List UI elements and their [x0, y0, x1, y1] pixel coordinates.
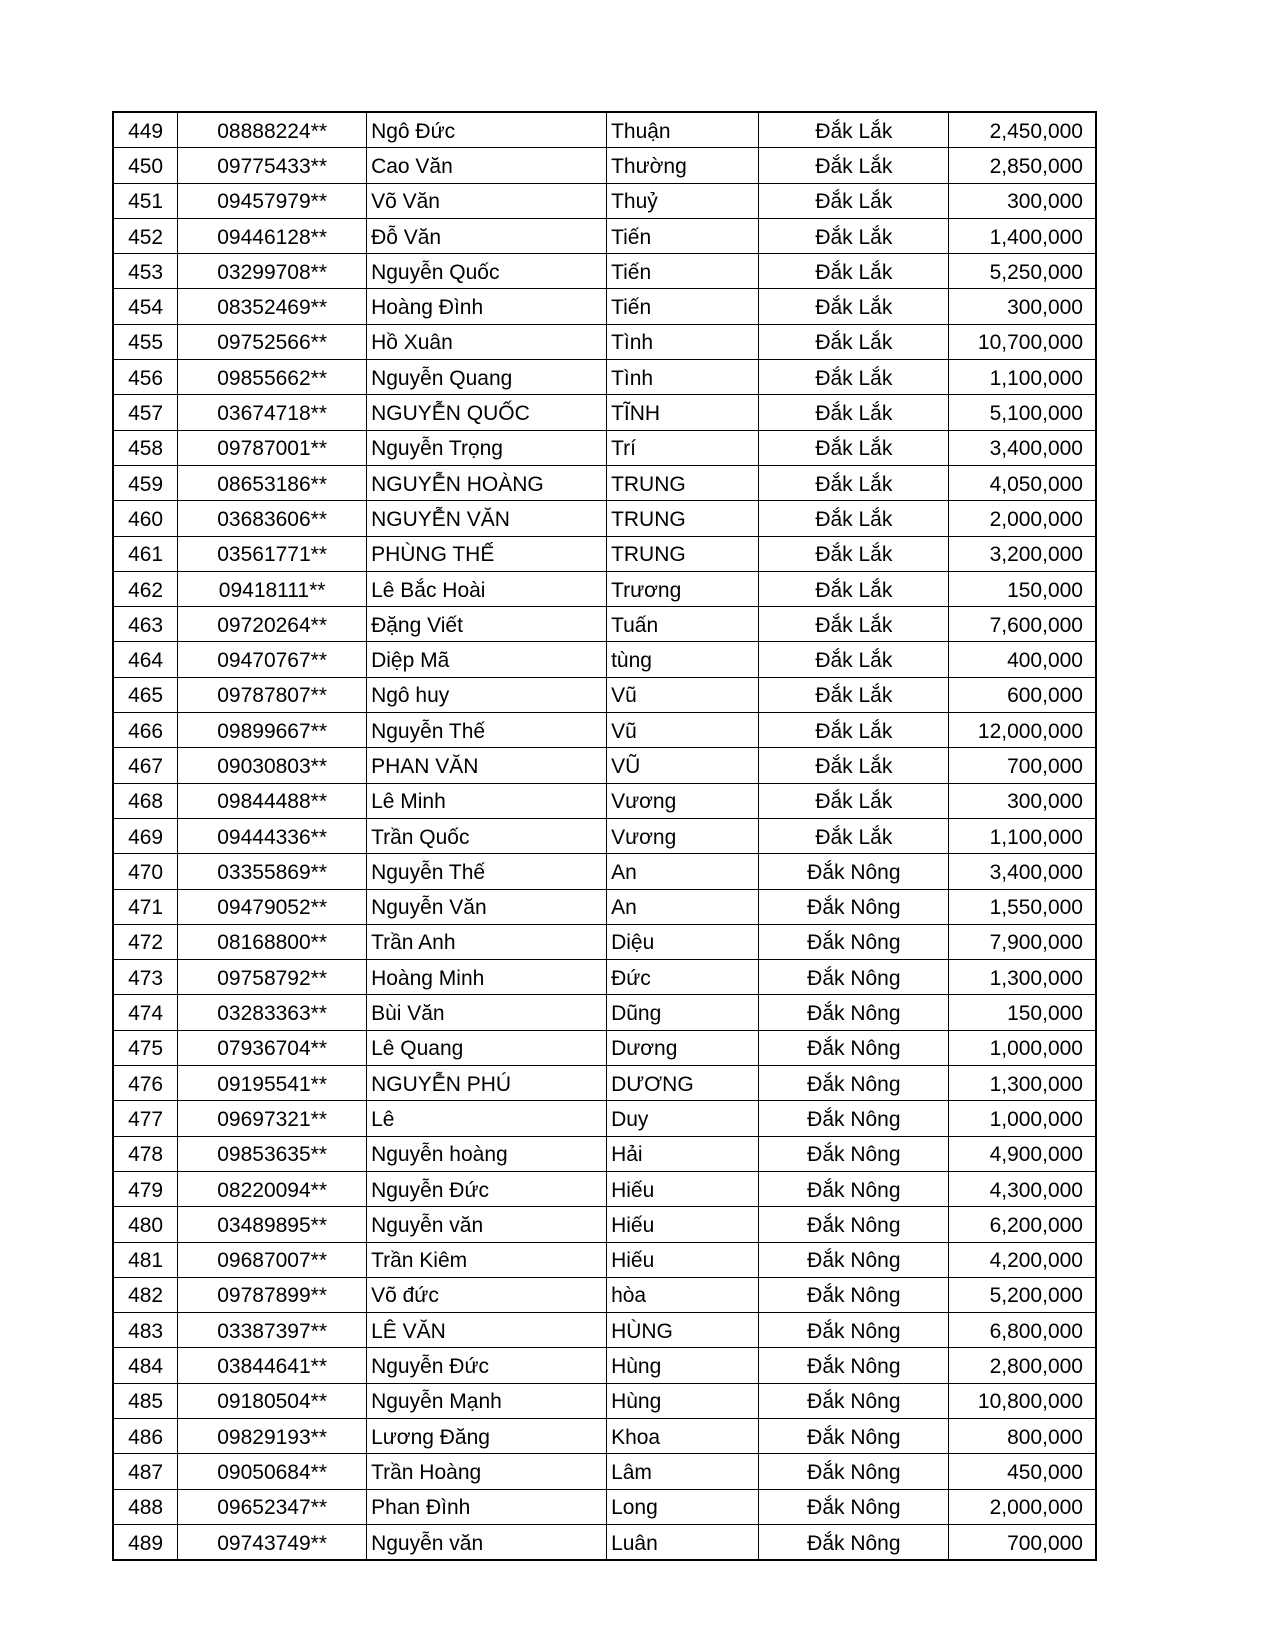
- last-name-cell: An: [607, 889, 759, 924]
- phone-cell: 03489895**: [178, 1207, 367, 1242]
- phone-cell: 03299708**: [178, 254, 367, 289]
- last-name-cell: DƯƠNG: [607, 1066, 759, 1101]
- table-row: [113, 1030, 1096, 1065]
- province-cell: Đắk Nông: [759, 1030, 949, 1065]
- province-cell: Đắk Nông: [759, 995, 949, 1030]
- phone-cell: 03844641**: [178, 1348, 367, 1383]
- phone-cell: 09697321**: [178, 1101, 367, 1136]
- table-row: [113, 218, 1096, 253]
- row-number-cell: 454: [113, 289, 178, 324]
- row-number-cell: 451: [113, 183, 178, 218]
- row-number-cell: 485: [113, 1383, 178, 1418]
- amount-cell: 6,800,000: [949, 1313, 1096, 1348]
- table-row: [113, 183, 1096, 218]
- province-cell: Đắk Nông: [759, 854, 949, 889]
- province-cell: Đắk Nông: [759, 1207, 949, 1242]
- amount-cell: 450,000: [949, 1454, 1096, 1489]
- row-number-cell: 464: [113, 642, 178, 677]
- amount-cell: 1,300,000: [949, 1066, 1096, 1101]
- amount-cell: 12,000,000: [949, 713, 1096, 748]
- first-name-cell: Trần Hoàng: [367, 1454, 607, 1489]
- province-cell: Đắk Nông: [759, 1383, 949, 1418]
- amount-cell: 1,100,000: [949, 360, 1096, 395]
- table-row: [113, 254, 1096, 289]
- row-number-cell: 455: [113, 324, 178, 359]
- phone-cell: 09457979**: [178, 183, 367, 218]
- row-number-cell: 450: [113, 148, 178, 183]
- province-cell: Đắk Lắk: [759, 501, 949, 536]
- amount-cell: 3,200,000: [949, 536, 1096, 571]
- first-name-cell: Nguyễn Đức: [367, 1171, 607, 1206]
- table-row: [113, 1066, 1096, 1101]
- first-name-cell: NGUYỄN PHÚ: [367, 1066, 607, 1101]
- table-body: [113, 112, 1096, 1560]
- table-row: [113, 1101, 1096, 1136]
- row-number-cell: 469: [113, 818, 178, 853]
- last-name-cell: An: [607, 854, 759, 889]
- amount-cell: 300,000: [949, 289, 1096, 324]
- province-cell: Đắk Lắk: [759, 289, 949, 324]
- first-name-cell: Hoàng Đình: [367, 289, 607, 324]
- last-name-cell: tùng: [607, 642, 759, 677]
- table-row: [113, 1242, 1096, 1277]
- row-number-cell: 460: [113, 501, 178, 536]
- first-name-cell: Ngô huy: [367, 677, 607, 712]
- table-row: [113, 1383, 1096, 1418]
- phone-cell: 09758792**: [178, 960, 367, 995]
- table-row: [113, 995, 1096, 1030]
- phone-cell: 09787807**: [178, 677, 367, 712]
- row-number-cell: 473: [113, 960, 178, 995]
- province-cell: Đắk Nông: [759, 1101, 949, 1136]
- table-row: [113, 501, 1096, 536]
- phone-cell: 09752566**: [178, 324, 367, 359]
- province-cell: Đắk Lắk: [759, 465, 949, 500]
- row-number-cell: 453: [113, 254, 178, 289]
- first-name-cell: PHÙNG THẾ: [367, 536, 607, 571]
- last-name-cell: Tình: [607, 324, 759, 359]
- first-name-cell: Lê Minh: [367, 783, 607, 818]
- province-cell: Đắk Lắk: [759, 183, 949, 218]
- table-row: [113, 713, 1096, 748]
- phone-cell: 07936704**: [178, 1030, 367, 1065]
- province-cell: Đắk Nông: [759, 1524, 949, 1560]
- amount-cell: 600,000: [949, 677, 1096, 712]
- row-number-cell: 459: [113, 465, 178, 500]
- first-name-cell: Ngô Đức: [367, 112, 607, 148]
- table-row: [113, 112, 1096, 148]
- last-name-cell: Tuấn: [607, 607, 759, 642]
- first-name-cell: Đỗ Văn: [367, 218, 607, 253]
- amount-cell: 300,000: [949, 183, 1096, 218]
- table-row: [113, 430, 1096, 465]
- table-row: [113, 536, 1096, 571]
- first-name-cell: Nguyễn hoàng: [367, 1136, 607, 1171]
- last-name-cell: Thuận: [607, 112, 759, 148]
- first-name-cell: Nguyễn Quang: [367, 360, 607, 395]
- row-number-cell: 456: [113, 360, 178, 395]
- first-name-cell: Nguyễn Quốc: [367, 254, 607, 289]
- province-cell: Đắk Lắk: [759, 112, 949, 148]
- phone-cell: 08352469**: [178, 289, 367, 324]
- amount-cell: 1,000,000: [949, 1030, 1096, 1065]
- amount-cell: 1,000,000: [949, 1101, 1096, 1136]
- province-cell: Đắk Lắk: [759, 324, 949, 359]
- table-row: [113, 395, 1096, 430]
- row-number-cell: 489: [113, 1524, 178, 1560]
- last-name-cell: Long: [607, 1489, 759, 1524]
- phone-cell: 09479052**: [178, 889, 367, 924]
- amount-cell: 7,900,000: [949, 924, 1096, 959]
- amount-cell: 1,300,000: [949, 960, 1096, 995]
- table-row: [113, 1524, 1096, 1560]
- amount-cell: 700,000: [949, 1524, 1096, 1560]
- row-number-cell: 478: [113, 1136, 178, 1171]
- last-name-cell: Hùng: [607, 1383, 759, 1418]
- table-row: [113, 889, 1096, 924]
- phone-cell: 09899667**: [178, 713, 367, 748]
- last-name-cell: Dương: [607, 1030, 759, 1065]
- first-name-cell: Nguyễn Trọng: [367, 430, 607, 465]
- phone-cell: 09470767**: [178, 642, 367, 677]
- phone-cell: 08653186**: [178, 465, 367, 500]
- province-cell: Đắk Lắk: [759, 571, 949, 606]
- phone-cell: 09050684**: [178, 1454, 367, 1489]
- last-name-cell: Đức: [607, 960, 759, 995]
- row-number-cell: 481: [113, 1242, 178, 1277]
- phone-cell: 09743749**: [178, 1524, 367, 1560]
- table-row: [113, 571, 1096, 606]
- last-name-cell: Hiếu: [607, 1171, 759, 1206]
- table-row: [113, 1418, 1096, 1453]
- province-cell: Đắk Lắk: [759, 713, 949, 748]
- first-name-cell: PHAN VĂN: [367, 748, 607, 783]
- row-number-cell: 466: [113, 713, 178, 748]
- phone-cell: 09855662**: [178, 360, 367, 395]
- amount-cell: 2,000,000: [949, 1489, 1096, 1524]
- table-row: [113, 465, 1096, 500]
- first-name-cell: Lê: [367, 1101, 607, 1136]
- province-cell: Đắk Nông: [759, 1348, 949, 1383]
- province-cell: Đắk Lắk: [759, 148, 949, 183]
- phone-cell: 09787001**: [178, 430, 367, 465]
- last-name-cell: Hiếu: [607, 1207, 759, 1242]
- table-row: [113, 642, 1096, 677]
- table-row: [113, 960, 1096, 995]
- table-row: [113, 1207, 1096, 1242]
- table-row: [113, 818, 1096, 853]
- province-cell: Đắk Nông: [759, 1171, 949, 1206]
- amount-cell: 3,400,000: [949, 430, 1096, 465]
- table-row: [113, 1454, 1096, 1489]
- row-number-cell: 449: [113, 112, 178, 148]
- province-cell: Đắk Nông: [759, 1418, 949, 1453]
- first-name-cell: Lương Đăng: [367, 1418, 607, 1453]
- last-name-cell: HÙNG: [607, 1313, 759, 1348]
- province-cell: Đắk Nông: [759, 1489, 949, 1524]
- amount-cell: 4,300,000: [949, 1171, 1096, 1206]
- province-cell: Đắk Nông: [759, 889, 949, 924]
- row-number-cell: 461: [113, 536, 178, 571]
- province-cell: Đắk Lắk: [759, 748, 949, 783]
- phone-cell: 08220094**: [178, 1171, 367, 1206]
- first-name-cell: Trần Kiêm: [367, 1242, 607, 1277]
- amount-cell: 2,850,000: [949, 148, 1096, 183]
- first-name-cell: NGUYỄN HOÀNG: [367, 465, 607, 500]
- first-name-cell: Cao Văn: [367, 148, 607, 183]
- amount-cell: 4,050,000: [949, 465, 1096, 500]
- table-row: [113, 677, 1096, 712]
- province-cell: Đắk Lắk: [759, 430, 949, 465]
- phone-cell: 09787899**: [178, 1277, 367, 1312]
- last-name-cell: Hải: [607, 1136, 759, 1171]
- row-number-cell: 480: [113, 1207, 178, 1242]
- first-name-cell: Phan Đình: [367, 1489, 607, 1524]
- first-name-cell: Nguyễn văn: [367, 1524, 607, 1560]
- amount-cell: 2,450,000: [949, 112, 1096, 148]
- table-row: [113, 1489, 1096, 1524]
- row-number-cell: 475: [113, 1030, 178, 1065]
- phone-cell: 03561771**: [178, 536, 367, 571]
- table-row: [113, 360, 1096, 395]
- last-name-cell: hòa: [607, 1277, 759, 1312]
- amount-cell: 2,000,000: [949, 501, 1096, 536]
- table-row: [113, 607, 1096, 642]
- province-cell: Đắk Nông: [759, 1277, 949, 1312]
- amount-cell: 5,200,000: [949, 1277, 1096, 1312]
- amount-cell: 7,600,000: [949, 607, 1096, 642]
- last-name-cell: TRUNG: [607, 536, 759, 571]
- first-name-cell: Nguyễn Thế: [367, 713, 607, 748]
- row-number-cell: 484: [113, 1348, 178, 1383]
- amount-cell: 5,100,000: [949, 395, 1096, 430]
- first-name-cell: Nguyễn Đức: [367, 1348, 607, 1383]
- province-cell: Đắk Nông: [759, 924, 949, 959]
- phone-cell: 09687007**: [178, 1242, 367, 1277]
- last-name-cell: Hiếu: [607, 1242, 759, 1277]
- last-name-cell: VŨ: [607, 748, 759, 783]
- row-number-cell: 472: [113, 924, 178, 959]
- phone-cell: 03355869**: [178, 854, 367, 889]
- amount-cell: 400,000: [949, 642, 1096, 677]
- row-number-cell: 477: [113, 1101, 178, 1136]
- phone-cell: 03283363**: [178, 995, 367, 1030]
- first-name-cell: Nguyễn Thế: [367, 854, 607, 889]
- last-name-cell: TRUNG: [607, 465, 759, 500]
- row-number-cell: 462: [113, 571, 178, 606]
- amount-cell: 300,000: [949, 783, 1096, 818]
- province-cell: Đắk Nông: [759, 1313, 949, 1348]
- first-name-cell: Nguyễn Mạnh: [367, 1383, 607, 1418]
- province-cell: Đắk Lắk: [759, 254, 949, 289]
- first-name-cell: Võ đức: [367, 1277, 607, 1312]
- amount-cell: 5,250,000: [949, 254, 1096, 289]
- phone-cell: 09853635**: [178, 1136, 367, 1171]
- first-name-cell: Nguyễn văn: [367, 1207, 607, 1242]
- amount-cell: 4,900,000: [949, 1136, 1096, 1171]
- table-row: [113, 324, 1096, 359]
- phone-cell: 03674718**: [178, 395, 367, 430]
- table-row: [113, 854, 1096, 889]
- last-name-cell: Vương: [607, 783, 759, 818]
- table-row: [113, 1136, 1096, 1171]
- phone-cell: 09180504**: [178, 1383, 367, 1418]
- row-number-cell: 479: [113, 1171, 178, 1206]
- phone-cell: 09418111**: [178, 571, 367, 606]
- first-name-cell: Nguyễn Văn: [367, 889, 607, 924]
- table-row: [113, 748, 1096, 783]
- phone-cell: 09446128**: [178, 218, 367, 253]
- last-name-cell: Vương: [607, 818, 759, 853]
- first-name-cell: Trần Quốc: [367, 818, 607, 853]
- first-name-cell: Hoàng Minh: [367, 960, 607, 995]
- last-name-cell: Tình: [607, 360, 759, 395]
- row-number-cell: 465: [113, 677, 178, 712]
- table-row: [113, 1313, 1096, 1348]
- table-row: [113, 1171, 1096, 1206]
- province-cell: Đắk Lắk: [759, 783, 949, 818]
- province-cell: Đắk Nông: [759, 960, 949, 995]
- last-name-cell: Vũ: [607, 713, 759, 748]
- recipients-table: [112, 111, 1097, 1561]
- first-name-cell: Lê Bắc Hoài: [367, 571, 607, 606]
- row-number-cell: 463: [113, 607, 178, 642]
- last-name-cell: Lâm: [607, 1454, 759, 1489]
- last-name-cell: Khoa: [607, 1418, 759, 1453]
- last-name-cell: Hùng: [607, 1348, 759, 1383]
- last-name-cell: Trí: [607, 430, 759, 465]
- phone-cell: 09720264**: [178, 607, 367, 642]
- last-name-cell: Thuỷ: [607, 183, 759, 218]
- province-cell: Đắk Nông: [759, 1454, 949, 1489]
- phone-cell: 03387397**: [178, 1313, 367, 1348]
- last-name-cell: Duy: [607, 1101, 759, 1136]
- row-number-cell: 488: [113, 1489, 178, 1524]
- last-name-cell: TĨNH: [607, 395, 759, 430]
- table-row: [113, 1348, 1096, 1383]
- row-number-cell: 474: [113, 995, 178, 1030]
- last-name-cell: Trương: [607, 571, 759, 606]
- first-name-cell: Bùi Văn: [367, 995, 607, 1030]
- province-cell: Đắk Lắk: [759, 607, 949, 642]
- row-number-cell: 487: [113, 1454, 178, 1489]
- province-cell: Đắk Nông: [759, 1136, 949, 1171]
- phone-cell: 08168800**: [178, 924, 367, 959]
- phone-cell: 08888224**: [178, 112, 367, 148]
- last-name-cell: Tiến: [607, 254, 759, 289]
- amount-cell: 3,400,000: [949, 854, 1096, 889]
- amount-cell: 1,400,000: [949, 218, 1096, 253]
- row-number-cell: 470: [113, 854, 178, 889]
- last-name-cell: Dũng: [607, 995, 759, 1030]
- row-number-cell: 486: [113, 1418, 178, 1453]
- last-name-cell: Vũ: [607, 677, 759, 712]
- province-cell: Đắk Lắk: [759, 360, 949, 395]
- last-name-cell: Thường: [607, 148, 759, 183]
- row-number-cell: 468: [113, 783, 178, 818]
- row-number-cell: 482: [113, 1277, 178, 1312]
- amount-cell: 800,000: [949, 1418, 1096, 1453]
- phone-cell: 09444336**: [178, 818, 367, 853]
- first-name-cell: LÊ VĂN: [367, 1313, 607, 1348]
- amount-cell: 150,000: [949, 995, 1096, 1030]
- province-cell: Đắk Nông: [759, 1242, 949, 1277]
- table-row: [113, 289, 1096, 324]
- amount-cell: 6,200,000: [949, 1207, 1096, 1242]
- phone-cell: 03683606**: [178, 501, 367, 536]
- table-row: [113, 783, 1096, 818]
- amount-cell: 1,550,000: [949, 889, 1096, 924]
- amount-cell: 1,100,000: [949, 818, 1096, 853]
- province-cell: Đắk Lắk: [759, 677, 949, 712]
- last-name-cell: Tiến: [607, 289, 759, 324]
- amount-cell: 10,700,000: [949, 324, 1096, 359]
- first-name-cell: Hồ Xuân: [367, 324, 607, 359]
- last-name-cell: Diệu: [607, 924, 759, 959]
- row-number-cell: 452: [113, 218, 178, 253]
- table-row: [113, 1277, 1096, 1312]
- last-name-cell: Tiến: [607, 218, 759, 253]
- row-number-cell: 467: [113, 748, 178, 783]
- phone-cell: 09829193**: [178, 1418, 367, 1453]
- row-number-cell: 457: [113, 395, 178, 430]
- phone-cell: 09775433**: [178, 148, 367, 183]
- row-number-cell: 458: [113, 430, 178, 465]
- phone-cell: 09844488**: [178, 783, 367, 818]
- table-row: [113, 924, 1096, 959]
- row-number-cell: 476: [113, 1066, 178, 1101]
- table-row: [113, 148, 1096, 183]
- amount-cell: 2,800,000: [949, 1348, 1096, 1383]
- phone-cell: 09652347**: [178, 1489, 367, 1524]
- last-name-cell: Luân: [607, 1524, 759, 1560]
- phone-cell: 09195541**: [178, 1066, 367, 1101]
- first-name-cell: Diệp Mã: [367, 642, 607, 677]
- first-name-cell: NGUYỄN VĂN: [367, 501, 607, 536]
- first-name-cell: NGUYỄN QUỐC: [367, 395, 607, 430]
- first-name-cell: Võ Văn: [367, 183, 607, 218]
- phone-cell: 09030803**: [178, 748, 367, 783]
- province-cell: Đắk Lắk: [759, 218, 949, 253]
- province-cell: Đắk Lắk: [759, 395, 949, 430]
- first-name-cell: Lê Quang: [367, 1030, 607, 1065]
- amount-cell: 4,200,000: [949, 1242, 1096, 1277]
- province-cell: Đắk Lắk: [759, 536, 949, 571]
- amount-cell: 150,000: [949, 571, 1096, 606]
- row-number-cell: 483: [113, 1313, 178, 1348]
- province-cell: Đắk Lắk: [759, 818, 949, 853]
- province-cell: Đắk Nông: [759, 1066, 949, 1101]
- row-number-cell: 471: [113, 889, 178, 924]
- amount-cell: 10,800,000: [949, 1383, 1096, 1418]
- last-name-cell: TRUNG: [607, 501, 759, 536]
- first-name-cell: Đặng Viết: [367, 607, 607, 642]
- amount-cell: 700,000: [949, 748, 1096, 783]
- first-name-cell: Trần Anh: [367, 924, 607, 959]
- province-cell: Đắk Lắk: [759, 642, 949, 677]
